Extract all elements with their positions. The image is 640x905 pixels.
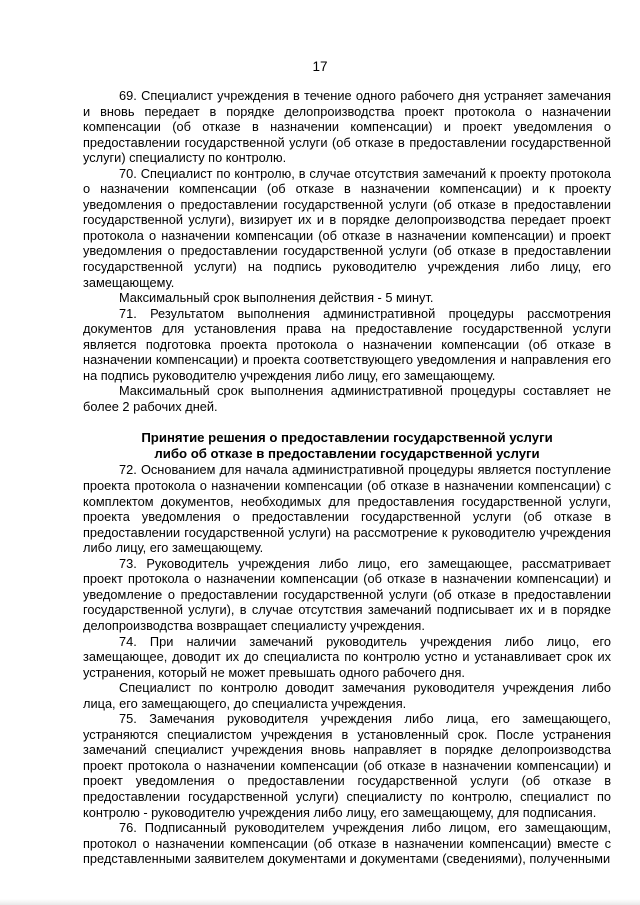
page-number: 17 <box>312 59 328 74</box>
paragraph-74: 74. При наличии замечаний руководитель учреждения либо лицо, его замещающее, доводит их до специалиста по контролю устно и устанавливает срок их устранения, который не может превышать одного рабочего дня. <box>83 633 611 680</box>
paragraph-73: 73. Руководитель учреждения либо лицо, его замещающее, рассматривает проект протокола о назначении компенсации (об отказе в назначении компенсации) и уведомление о предоставлении государственной услуги (об отказе в предоставлении государственной услуги), в случае отсутствия замечаний подписывает их и в порядке делопроизводства возвращает специалисту учреждения. <box>83 555 611 633</box>
paragraph-max-time-action: Максимальный срок выполнения действия - 5 минут. <box>119 290 434 306</box>
paragraph-76: 76. Подписанный руководителем учреждения либо лицом, его замещающим, протокол о назначении компенсации (об отказе в назначении компенсации) вместе с представленными заявителем документами и документами (сведениями), полученными <box>83 820 611 867</box>
section-heading-line-1: Принятие решения о предоставлении государственной услуги <box>141 430 553 446</box>
section-heading <box>83 430 611 462</box>
document-body <box>83 88 611 867</box>
paragraph-70: 70. Специалист по контролю, в случае отсутствия замечаний к проекту протокола о назначении компенсации (об отказе в назначении компенсации) и к проекту уведомления о предоставлении государственной услуги (об отказе в предоставлении государственной услуги), визирует их и в порядке делопроизводства передает проект протокола о назначении компенсации (об отказе в назначении компенсации) и проект уведомления о предоставлении государственной услуги (об отказе в предоставлении государственной услуги) на подпись руководителю учреждения либо лицу, его замещающему. <box>83 165 611 290</box>
section-heading-line-2: либо об отказе в предоставлении государственной услуги <box>154 446 540 462</box>
paragraph-74-continued: Специалист по контролю доводит замечания руководителя учреждения либо лица, его замещающего, до специалиста учреждения. <box>83 680 611 711</box>
paragraph-69: 69. Специалист учреждения в течение одного рабочего дня устраняет замечания и вновь передает в порядке делопроизводства проект протокола о назначении компенсации (об отказе в назначении компенсации) и проект уведомления о предоставлении государственной услуги (об отказе в предоставлении государственной услуги) специалисту по контролю. <box>83 88 611 166</box>
paragraph-max-time-procedure: Максимальный срок выполнения административной процедуры составляет не более 2 рабочих дней. <box>83 383 611 414</box>
paragraph-71: 71. Результатом выполнения административной процедуры рассмотрения документов для установления права на предоставление государственной услуги является подготовка проекта протокола о назначении компенсации (об отказе в назначении компенсации) и проекта соответствующего уведомления и направления его на подпись руководителю учреждения либо лицу, его замещающему. <box>83 305 611 383</box>
paragraph-72: 72. Основанием для начала административной процедуры является поступление проекта протокола о назначении компенсации (об отказе в назначении компенсации) с комплектом документов, необходимых для предоставления государственной услуги, проекта уведомления о предоставлении государственной услуги (об отказе в предоставлении государственной услуги) на рассмотрение к руководителю учреждения либо лицу, его замещающему. <box>83 462 611 556</box>
paragraph-75: 75. Замечания руководителя учреждения либо лица, его замещающего, устраняются специалистом учреждения в установленный срок. После устранения замечаний специалист учреждения вновь направляет в порядке делопроизводства проект протокола о назначении компенсации (об отказе в назначении компенсации) и проект уведомления о предоставлении государственной услуги (об отказе в предоставлении государственной услуги) специалисту по контролю, специалист по контролю - руководителю учреждения либо лицу, его замещающему, для подписания. <box>83 711 611 820</box>
page-bottom-edge <box>0 899 640 905</box>
